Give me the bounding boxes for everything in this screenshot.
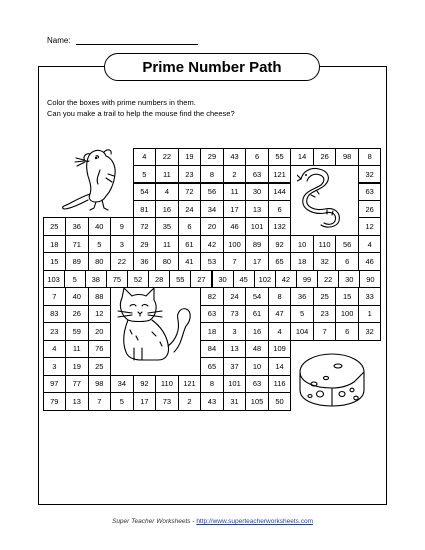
grid-cell[interactable]: 8	[358, 148, 381, 166]
footer-brand: Super Teacher Worksheets	[111, 518, 191, 525]
grid-cell[interactable]: 101	[223, 375, 246, 393]
grid-cell[interactable]: 4	[155, 183, 178, 201]
page-title: Prime Number Path	[104, 53, 320, 81]
grid-cell[interactable]: 13	[65, 392, 88, 410]
footer-separator: -	[192, 518, 195, 525]
grid-cell[interactable]: 105	[245, 392, 268, 410]
grid-cell[interactable]: 54	[245, 287, 268, 305]
grid-cell[interactable]: 26	[313, 148, 336, 166]
grid-cell[interactable]: 82	[200, 287, 223, 305]
grid-cell[interactable]: 109	[268, 340, 291, 358]
grid-cell[interactable]: 37	[223, 357, 246, 375]
grid-cell[interactable]: 14	[290, 148, 313, 166]
grid-cell[interactable]: 23	[43, 322, 66, 340]
grid-cell[interactable]: 32	[358, 165, 381, 183]
grid-cell[interactable]: 26	[65, 305, 88, 323]
grid-cell[interactable]: 56	[335, 235, 358, 253]
grid-cell[interactable]: 22	[110, 252, 133, 270]
grid-cell[interactable]: 8	[268, 287, 291, 305]
grid-cell[interactable]: 18	[43, 235, 66, 253]
grid-cell[interactable]: 43	[223, 148, 246, 166]
grid-cell[interactable]: 17	[223, 200, 246, 218]
grid-cell[interactable]: 30	[338, 270, 360, 288]
name-blank-line[interactable]	[76, 37, 198, 45]
grid-cell[interactable]: 99	[296, 270, 318, 288]
grid-cell[interactable]: 20	[200, 217, 223, 235]
grid-cell[interactable]: 7	[313, 322, 336, 340]
grid-cell[interactable]: 4	[358, 235, 381, 253]
grid-cell[interactable]: 12	[358, 217, 381, 235]
instructions-line-1: Color the boxes with prime numbers in them.	[47, 98, 196, 107]
grid-cell[interactable]: 4	[43, 340, 66, 358]
grid-cell[interactable]: 3	[223, 322, 246, 340]
grid-cell[interactable]: 32	[358, 322, 381, 340]
mouse-icon	[60, 148, 142, 216]
grid-cell[interactable]: 5	[133, 165, 156, 183]
grid-cell[interactable]: 19	[65, 357, 88, 375]
grid-cell[interactable]: 36	[290, 287, 313, 305]
grid-cell[interactable]: 75	[106, 270, 128, 288]
grid-cell[interactable]: 98	[335, 148, 358, 166]
grid-cell[interactable]: 83	[43, 305, 66, 323]
grid-cell[interactable]: 73	[223, 305, 246, 323]
grid-cell[interactable]: 52	[127, 270, 149, 288]
grid-cell[interactable]: 43	[200, 392, 223, 410]
grid-cell[interactable]: 88	[88, 287, 111, 305]
instructions	[47, 97, 235, 119]
grid-cell[interactable]: 59	[65, 322, 88, 340]
grid-cell[interactable]: 15	[335, 287, 358, 305]
grid-cell[interactable]: 5	[110, 392, 133, 410]
grid-cell[interactable]: 63	[245, 165, 268, 183]
grid-cell[interactable]: 22	[317, 270, 339, 288]
grid-cell[interactable]: 4	[133, 148, 156, 166]
grid-cell[interactable]: 61	[178, 235, 201, 253]
grid-cell[interactable]: 84	[200, 340, 223, 358]
grid-cell[interactable]: 27	[190, 270, 212, 288]
cat-icon	[112, 286, 196, 364]
grid-cell[interactable]: 6	[335, 252, 358, 270]
grid-cell[interactable]: 144	[268, 183, 291, 201]
grid-cell[interactable]: 102	[254, 270, 276, 288]
grid-cell[interactable]: 132	[268, 217, 291, 235]
grid-cell[interactable]: 42	[275, 270, 297, 288]
footer-link[interactable]: http://www.superteacherworksheets.com	[196, 518, 314, 525]
grid-cell[interactable]: 5	[64, 270, 86, 288]
grid-cell[interactable]: 29	[133, 235, 156, 253]
grid-cell[interactable]: 48	[245, 340, 268, 358]
grid-cell[interactable]: 103	[43, 270, 65, 288]
grid-cell[interactable]: 7	[88, 392, 111, 410]
grid-cell[interactable]: 11	[155, 235, 178, 253]
grid-cell[interactable]: 35	[155, 217, 178, 235]
grid-cell[interactable]: 77	[65, 375, 88, 393]
name-field	[47, 36, 198, 45]
grid-cell[interactable]: 11	[223, 183, 246, 201]
grid-cell[interactable]: 7	[223, 252, 246, 270]
grid-cell[interactable]: 53	[200, 252, 223, 270]
grid-cell[interactable]: 79	[43, 392, 66, 410]
grid-cell[interactable]: 104	[290, 322, 313, 340]
grid-cell[interactable]: 14	[268, 357, 291, 375]
grid-cell[interactable]: 9	[110, 217, 133, 235]
grid-cell[interactable]: 38	[85, 270, 107, 288]
grid-cell[interactable]: 46	[223, 217, 246, 235]
grid-cell[interactable]: 10	[245, 357, 268, 375]
grid-cell[interactable]: 63	[245, 375, 268, 393]
grid-cell[interactable]: 13	[245, 200, 268, 218]
grid-cell[interactable]: 98	[88, 375, 111, 393]
grid-cell[interactable]: 50	[268, 392, 291, 410]
grid-cell[interactable]: 25	[88, 357, 111, 375]
grid-cell[interactable]: 30	[245, 183, 268, 201]
grid-cell[interactable]: 72	[178, 183, 201, 201]
grid-cell[interactable]: 11	[65, 340, 88, 358]
grid-cell[interactable]: 65	[200, 357, 223, 375]
grid-cell[interactable]: 72	[133, 217, 156, 235]
grid-cell[interactable]: 8	[200, 375, 223, 393]
grid-cell[interactable]: 89	[65, 252, 88, 270]
grid-cell[interactable]: 90	[359, 270, 381, 288]
grid-cell[interactable]: 121	[268, 165, 291, 183]
grid-cell[interactable]: 116	[268, 375, 291, 393]
grid-cell[interactable]: 1	[358, 305, 381, 323]
grid-cell[interactable]: 5	[88, 235, 111, 253]
grid-cell[interactable]: 22	[155, 148, 178, 166]
grid-cell[interactable]: 12	[88, 305, 111, 323]
footer	[0, 518, 425, 525]
grid-cell[interactable]: 46	[358, 252, 381, 270]
grid-cell[interactable]: 17	[245, 252, 268, 270]
grid-cell[interactable]: 6	[335, 322, 358, 340]
grid-cell[interactable]: 3	[43, 357, 66, 375]
grid-cell[interactable]: 76	[88, 340, 111, 358]
grid-cell[interactable]: 17	[133, 392, 156, 410]
grid-cell[interactable]: 110	[313, 235, 336, 253]
grid-cell[interactable]: 25	[43, 217, 66, 235]
grid-cell[interactable]: 89	[245, 235, 268, 253]
grid-cell[interactable]: 36	[65, 217, 88, 235]
grid-cell[interactable]: 32	[313, 252, 336, 270]
grid-cell[interactable]: 61	[245, 305, 268, 323]
grid-cell[interactable]: 55	[169, 270, 191, 288]
grid-cell[interactable]: 36	[133, 252, 156, 270]
grid-cell[interactable]: 2	[178, 392, 201, 410]
name-label: Name:	[47, 36, 71, 45]
grid-cell[interactable]: 19	[178, 148, 201, 166]
grid-cell[interactable]: 6	[178, 217, 201, 235]
grid-cell[interactable]: 100	[223, 235, 246, 253]
grid-cell[interactable]: 24	[223, 287, 246, 305]
grid-cell[interactable]: 16	[155, 200, 178, 218]
grid-cell[interactable]: 29	[200, 148, 223, 166]
grid-cell[interactable]: 3	[110, 235, 133, 253]
grid-cell[interactable]: 121	[178, 375, 201, 393]
grid-cell[interactable]: 25	[313, 287, 336, 305]
grid-cell[interactable]: 40	[88, 217, 111, 235]
grid-cell[interactable]: 110	[155, 375, 178, 393]
cheese-icon	[296, 350, 370, 410]
grid-cell[interactable]: 73	[155, 392, 178, 410]
grid-cell[interactable]: 47	[268, 305, 291, 323]
grid-cell[interactable]: 100	[335, 305, 358, 323]
grid-cell[interactable]: 33	[358, 287, 381, 305]
grid-cell[interactable]: 56	[200, 183, 223, 201]
grid-cell[interactable]: 6	[268, 200, 291, 218]
grid-cell[interactable]: 24	[178, 200, 201, 218]
grid-cell[interactable]: 4	[268, 322, 291, 340]
grid-cell[interactable]: 80	[155, 252, 178, 270]
grid-cell[interactable]: 81	[133, 200, 156, 218]
grid-cell[interactable]: 23	[313, 305, 336, 323]
grid-cell[interactable]: 41	[178, 252, 201, 270]
grid-cell[interactable]: 54	[133, 183, 156, 201]
grid-cell[interactable]: 18	[200, 322, 223, 340]
grid-cell[interactable]: 5	[290, 305, 313, 323]
instructions-line-2: Can you make a trail to help the mouse find the cheese?	[47, 109, 235, 118]
grid-cell[interactable]: 55	[268, 148, 291, 166]
grid-cell[interactable]: 31	[223, 392, 246, 410]
grid-cell[interactable]: 8	[200, 165, 223, 183]
grid-cell[interactable]: 13	[223, 340, 246, 358]
grid-cell[interactable]: 97	[43, 375, 66, 393]
grid-cell[interactable]: 11	[155, 165, 178, 183]
grid-cell[interactable]: 63	[358, 183, 381, 201]
grid-cell[interactable]: 34	[110, 375, 133, 393]
grid-cell[interactable]: 101	[245, 217, 268, 235]
grid-cell[interactable]: 45	[233, 270, 255, 288]
grid-cell[interactable]: 20	[88, 322, 111, 340]
grid-cell[interactable]: 15	[43, 252, 66, 270]
grid-cell[interactable]: 71	[65, 235, 88, 253]
grid-cell[interactable]: 80	[88, 252, 111, 270]
grid-cell[interactable]: 92	[133, 375, 156, 393]
grid-cell[interactable]: 34	[200, 200, 223, 218]
grid-cell[interactable]: 23	[178, 165, 201, 183]
grid-cell[interactable]: 42	[200, 235, 223, 253]
grid-cell[interactable]: 65	[268, 252, 291, 270]
grid-cell[interactable]: 28	[148, 270, 170, 288]
grid-cell[interactable]: 63	[200, 305, 223, 323]
grid-cell[interactable]: 18	[290, 252, 313, 270]
grid-cell[interactable]: 6	[245, 148, 268, 166]
snake-icon	[297, 163, 349, 231]
grid-cell[interactable]: 7	[43, 287, 66, 305]
grid-cell[interactable]: 16	[245, 322, 268, 340]
grid-cell[interactable]: 30	[212, 270, 234, 288]
grid-cell[interactable]: 26	[358, 200, 381, 218]
grid-cell[interactable]: 92	[268, 235, 291, 253]
grid-cell[interactable]: 10	[290, 235, 313, 253]
grid-cell[interactable]: 2	[223, 165, 246, 183]
grid-cell[interactable]: 40	[65, 287, 88, 305]
